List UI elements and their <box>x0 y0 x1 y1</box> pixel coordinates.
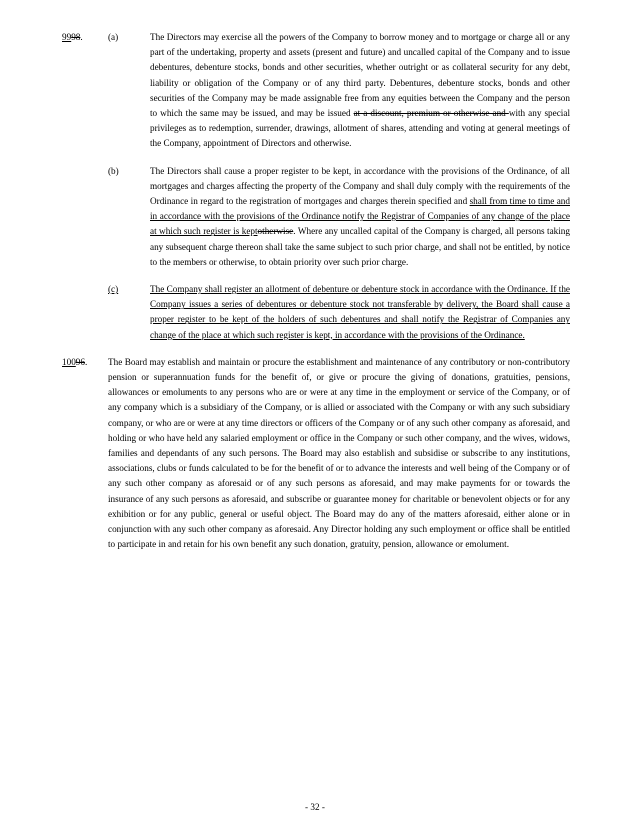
paragraph-text <box>150 282 570 343</box>
subclause-label: (c) <box>108 284 119 295</box>
clause-paragraph <box>62 164 570 270</box>
deleted-text: otherwise <box>257 226 294 237</box>
document-body <box>62 30 570 553</box>
body-text: The Board may establish and maintain or procure the establishment and maintenance of any contributory or non-contributory pension or superannuation funds for the benefit of, or give or procure the giving of donations, gratuities, pensions, allowances or emoluments to any persons who are or were at any time in the employment or service of the Company, or of any company which is a subsidiary of the Company, or is allied or associated with the Company or with any such subsidiary company, or who are or were at any time directors or officers of the Company or of any such other company as aforesaid, and holding or who have held any salaried employment or office in the Company or such other company, and the wives, widows, families and dependants of any such persons. The Board may also establish and subsidise or subscribe to any institutions, associations, clubs or funds calculated to be for the benefit of or to advance the interests and well being of the Company or of any such other company as aforesaid or of any such persons as aforesaid, and may make payments for or towards the insurance of any such persons as aforesaid, and subscribe or guarantee money for charitable or benevolent objects or for any exhibition or for any public, general or useful object. The Board may do any of the matters aforesaid, either alone or in conjunction with any such other company as aforesaid. Any Director holding any such employment or office shall be entitled to participate in and retain for his own benefit any such donation, gratuity, pension, allowance or emolument. <box>108 356 570 550</box>
clause-number-suffix: . <box>84 356 88 367</box>
clause-number-inserted: 99 <box>62 32 72 42</box>
body-text: The Directors may exercise all the powers of the Company to borrow money and to mortgage or charge all or any part of the undertaking, property and assets (present and future) and uncalled capital of the Company and to issue debentures, debenture stocks, bonds and other securities, whether outright or as collateral security for any debt, liability or obligation of the Company or of any third party. Debentures, debenture stocks, bonds and other securities of the Company may be made assignable free from any equities between the Company and the person to which the same may be issued, and may be issued <box>150 32 570 119</box>
clause-paragraph <box>62 355 570 553</box>
clause-number-deleted: 98 <box>71 32 81 42</box>
inserted-text: The Company shall register an allotment of debenture or debenture stock in accordance with the Ordinance. If the Company issues a series of debentures or debenture stock not transferable by delivery, the Board shall cause a proper register to be kept of the holders of such debentures and shall notify the Registrar of Companies any change of the place at which such register is kept, in accordance with the provisions of the Ordinance. <box>150 284 570 340</box>
subclause-label: (b) <box>108 165 119 176</box>
inserted-text: shall from time to time and in accordance with the provisions of the Ordinance notify the Registrar of Companies of any change of the place at which such register is kept <box>150 196 570 237</box>
body-text: . Where any uncalled capital of the Company is charged, all persons taking any subsequent charge thereon shall take the same subject to such prior charge, and shall not be entitled, by notice to the members or otherwise, to obtain priority over such prior charge. <box>150 226 570 267</box>
clause-number-deleted: 96 <box>75 356 85 367</box>
body-text: The Directors shall cause a proper register to be kept, in accordance with the provisions of the Ordinance, of all mortgages and charges affecting the property of the Company and shall duly comply with the requirements of the Ordinance in regard to the registration of mortgages and charges therein specified and <box>150 165 570 207</box>
clause-number <box>62 355 108 370</box>
clause-number-inserted: 100 <box>62 356 76 367</box>
clause-number <box>62 30 108 45</box>
clause-number-suffix: . <box>80 32 83 42</box>
body-text: with any special privileges as to redemption, surrender, drawings, allotment of shares, attending and voting at general meetings of the Company, appointment of Directors and otherwise. <box>150 108 570 149</box>
page-number-footer: - 32 - <box>305 802 325 812</box>
paragraph-text <box>108 355 570 553</box>
paragraph-text <box>150 30 570 152</box>
subclause-label: (a) <box>108 32 119 42</box>
paragraph-text <box>150 164 570 270</box>
clause-paragraph <box>62 282 570 343</box>
clause-paragraph <box>62 30 570 152</box>
deleted-text: at a discount, premium or otherwise and <box>353 108 509 119</box>
